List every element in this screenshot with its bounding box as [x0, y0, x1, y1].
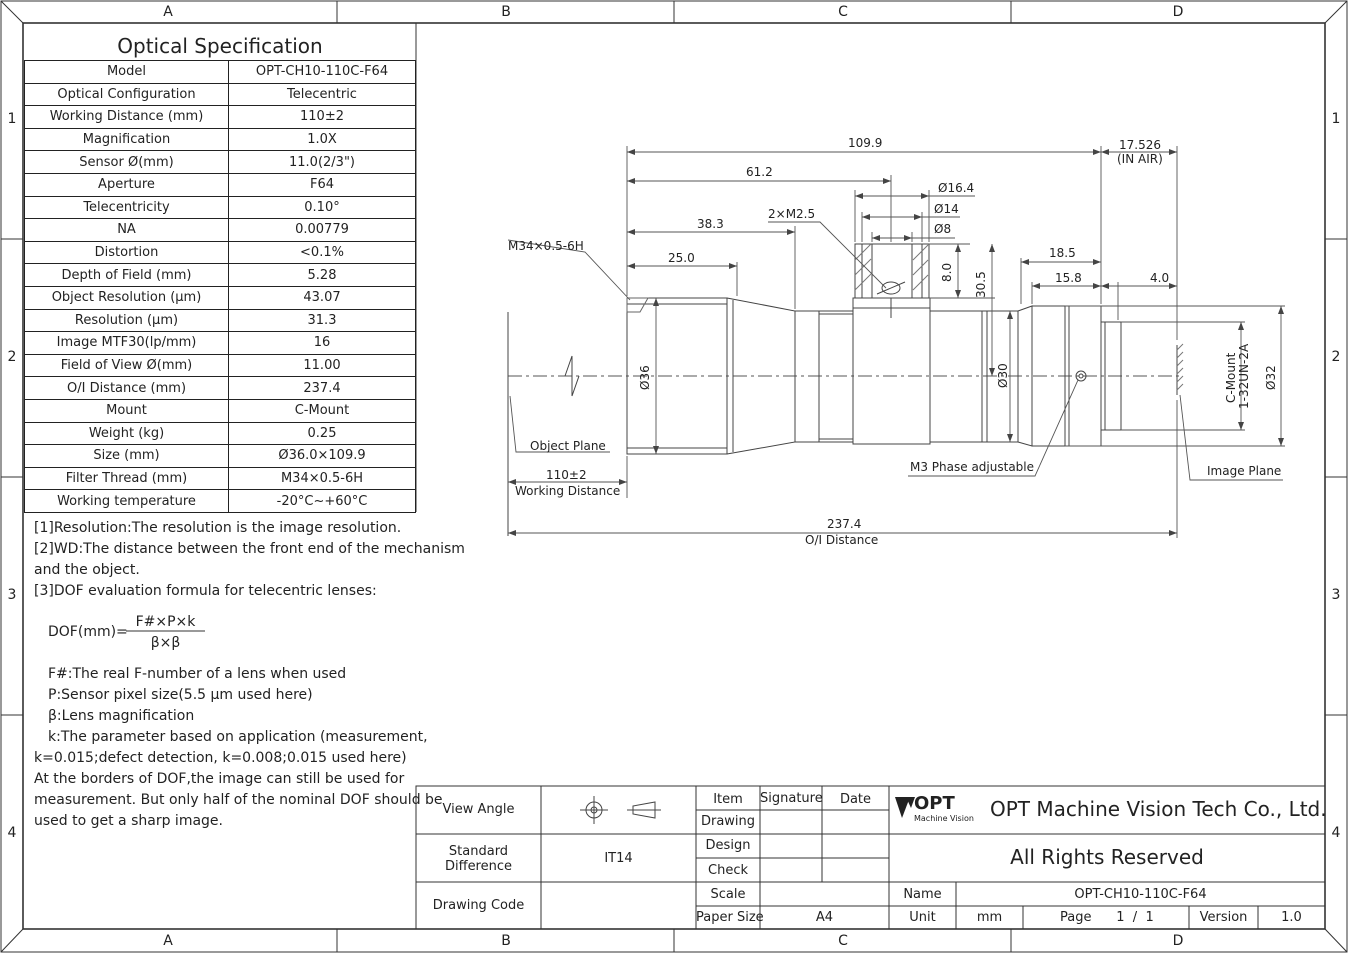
spec-label: Object Resolution (μm): [25, 286, 229, 309]
note-pixel: P:Sensor pixel size(5.5 μm used here): [48, 687, 313, 703]
tb-item: Item: [713, 792, 743, 807]
tb-drawing-code: Drawing Code: [432, 898, 525, 913]
spec-table: [24, 60, 416, 513]
spec-label: Image MTF30(lp/mm): [25, 332, 229, 355]
spec-row: [25, 309, 416, 332]
note-border-line3: used to get a sharp image.: [34, 813, 223, 829]
dim-15-8: 15.8: [1055, 271, 1082, 285]
spec-label: Model: [25, 61, 229, 84]
note-beta: β:Lens magnification: [48, 708, 195, 724]
spec-value: 16: [229, 332, 416, 355]
spec-value: OPT-CH10-110C-F64: [229, 61, 416, 84]
tb-unit-value: mm: [976, 910, 1003, 925]
spec-value: -20°C~+60°C: [229, 490, 416, 513]
cmount-label: C-Mount: [1224, 352, 1238, 403]
dim-30-5: 30.5: [974, 271, 988, 298]
spec-row: [25, 219, 416, 242]
note-resolution: [1]Resolution:The resolution is the image resolution.: [34, 520, 402, 536]
spec-value: 237.4: [229, 377, 416, 400]
dimension-arrows: [508, 149, 1284, 536]
tb-drawing: Drawing: [700, 814, 756, 829]
spec-row: [25, 264, 416, 287]
tb-page-label: Page: [1060, 910, 1092, 925]
dim-d36: Ø36: [638, 365, 652, 390]
note-border-line1: At the borders of DOF,the image can still be used for: [34, 771, 405, 787]
spec-row: [25, 128, 416, 151]
dim-25: 25.0: [668, 251, 695, 265]
tb-check: Check: [708, 863, 748, 878]
tb-version-label: Version: [1199, 910, 1248, 925]
dim-d14: Ø14: [934, 202, 959, 216]
spec-label: Working Distance (mm): [25, 106, 229, 129]
note-wd-line2: and the object.: [34, 562, 140, 578]
note-border-line2: measurement. But only half of the nominal DOF should be: [34, 792, 443, 808]
tb-name-label: Name: [903, 887, 942, 902]
zone-row-3-left: 3: [7, 587, 17, 603]
zone-col-d-top: D: [1172, 4, 1184, 20]
spec-row: [25, 354, 416, 377]
oi-value: 237.4: [827, 517, 862, 531]
spec-value: 0.25: [229, 422, 416, 445]
filter-thread-label: M34×0.5-6H: [508, 239, 584, 253]
spec-row: [25, 377, 416, 400]
dim-d16: Ø16.4: [938, 181, 975, 195]
spec-value: Telecentric: [229, 83, 416, 106]
spec-label: Depth of Field (mm): [25, 264, 229, 287]
spec-value: 11.00: [229, 354, 416, 377]
spec-label: Filter Thread (mm): [25, 467, 229, 490]
spec-row: [25, 445, 416, 468]
spec-value: 0.10°: [229, 196, 416, 219]
spec-value: Ø36.0×109.9: [229, 445, 416, 468]
tb-tolerance: IT14: [604, 851, 633, 866]
tb-rights: All Rights Reserved: [1010, 845, 1204, 869]
spec-value: 43.07: [229, 286, 416, 309]
spec-row: [25, 467, 416, 490]
spec-value: 11.0(2/3"): [229, 151, 416, 174]
spec-label: Working temperature: [25, 490, 229, 513]
zone-col-c-bottom: C: [838, 933, 848, 949]
spec-value: 0.00779: [229, 219, 416, 242]
spec-row: [25, 196, 416, 219]
spec-row: [25, 490, 416, 513]
tb-view-angle: View Angle: [442, 802, 515, 817]
zone-row-3-right: 3: [1331, 587, 1341, 603]
dim-d30: Ø30: [996, 363, 1010, 388]
note-k-line2: k=0.015;defect detection, k=0.008;0.015 used here): [34, 750, 407, 766]
spec-value: <0.1%: [229, 241, 416, 264]
zone-col-b-top: B: [501, 4, 511, 20]
spec-label: Weight (kg): [25, 422, 229, 445]
dim-4: 4.0: [1150, 271, 1170, 285]
tb-standard-1: Standard: [448, 844, 509, 859]
spec-row: [25, 422, 416, 445]
tb-logo-text: OPT: [914, 793, 955, 814]
spec-label: Sensor Ø(mm): [25, 151, 229, 174]
zone-col-d-bottom: D: [1172, 933, 1184, 949]
spec-title: Optical Specification: [117, 34, 323, 58]
spec-row: [25, 241, 416, 264]
phase-label: M3 Phase adjustable: [910, 460, 1035, 474]
dimension-lines: [508, 146, 1285, 538]
zone-row-2-right: 2: [1331, 349, 1341, 365]
dim-d8: Ø8: [934, 222, 952, 236]
formula-numerator: F#×P×k: [135, 614, 196, 630]
formula-denominator: β×β: [150, 635, 181, 651]
tb-signature: Signature: [760, 791, 823, 806]
dim-image-air: 17.526: [1119, 138, 1161, 152]
tb-company: OPT Machine Vision Tech Co., Ltd.: [990, 797, 1327, 821]
tb-logo-sub: Machine Vision: [914, 814, 974, 823]
note-wd-line1: [2]WD:The distance between the front end of the mechanism: [34, 541, 465, 557]
zone-col-a-top: A: [163, 4, 173, 20]
opt-logo-icon: [895, 797, 915, 818]
spec-row: [25, 173, 416, 196]
spec-row: [25, 83, 416, 106]
tb-date: Date: [839, 792, 872, 807]
tb-design: Design: [705, 838, 751, 853]
tb-scale: Scale: [710, 887, 746, 902]
dim-61: 61.2: [746, 165, 773, 179]
spec-value: 5.28: [229, 264, 416, 287]
dim-in-air: (IN AIR): [1117, 152, 1163, 166]
tb-version-value: 1.0: [1281, 910, 1302, 925]
zone-row-2-left: 2: [7, 349, 17, 365]
spec-row: [25, 286, 416, 309]
tb-paper-size: Paper Size: [696, 910, 764, 925]
spec-label: NA: [25, 219, 229, 242]
tb-name-value: OPT-CH10-110C-F64: [1074, 887, 1207, 902]
spec-row: [25, 61, 416, 84]
spec-value: M34×0.5-6H: [229, 467, 416, 490]
note-k-line1: k:The parameter based on application (measurement,: [48, 729, 428, 745]
zone-col-a-bottom: A: [163, 933, 173, 949]
dim-8: 8.0: [940, 262, 954, 282]
spec-label: Mount: [25, 399, 229, 422]
note-fnumber: F#:The real F-number of a lens when used: [48, 666, 347, 682]
projection-symbol-icon: [580, 796, 661, 824]
spec-label: Telecentricity: [25, 196, 229, 219]
spec-value: 1.0X: [229, 128, 416, 151]
spec-value: 110±2: [229, 106, 416, 129]
tb-standard-2: Difference: [444, 859, 513, 874]
zone-col-c-top: C: [838, 4, 848, 20]
spec-row: [25, 106, 416, 129]
zone-col-b-bottom: B: [501, 933, 511, 949]
dim-total-length: 109.9: [848, 136, 883, 150]
spec-label: Field of View Ø(mm): [25, 354, 229, 377]
dim-d32: Ø32: [1264, 365, 1278, 390]
zone-row-1-right: 1: [1331, 111, 1341, 127]
spec-label: Aperture: [25, 173, 229, 196]
tb-unit-label: Unit: [909, 910, 936, 925]
wd-label: Working Distance: [515, 484, 621, 498]
cmount-thread-label: 1-32UN-2A: [1237, 343, 1251, 409]
screw-label: 2×M2.5: [768, 207, 816, 221]
spec-label: Magnification: [25, 128, 229, 151]
spec-label: Distortion: [25, 241, 229, 264]
spec-label: Resolution (μm): [25, 309, 229, 332]
formula-lhs: DOF(mm)=: [48, 624, 128, 640]
oi-label: O/I Distance: [805, 533, 879, 547]
spec-value: 31.3: [229, 309, 416, 332]
spec-label: O/I Distance (mm): [25, 377, 229, 400]
zone-row-1-left: 1: [7, 111, 17, 127]
tb-paper-value: A4: [815, 910, 834, 925]
dim-38: 38.3: [697, 217, 724, 231]
spec-value: F64: [229, 173, 416, 196]
spec-row: [25, 399, 416, 422]
spec-row: [25, 151, 416, 174]
dim-18-5: 18.5: [1049, 246, 1076, 260]
wd-value: 110±2: [546, 468, 587, 482]
tb-page-value: 1 / 1: [1116, 910, 1154, 925]
spec-label: Optical Configuration: [25, 83, 229, 106]
object-plane-label: Object Plane: [530, 439, 606, 453]
zone-row-4-right: 4: [1331, 825, 1341, 841]
note-dof-heading: [3]DOF evaluation formula for telecentric lenses:: [34, 583, 377, 599]
spec-value: C-Mount: [229, 399, 416, 422]
zone-row-4-left: 4: [7, 825, 17, 841]
image-plane-label: Image Plane: [1207, 464, 1282, 478]
spec-row: [25, 332, 416, 355]
spec-label: Size (mm): [25, 445, 229, 468]
